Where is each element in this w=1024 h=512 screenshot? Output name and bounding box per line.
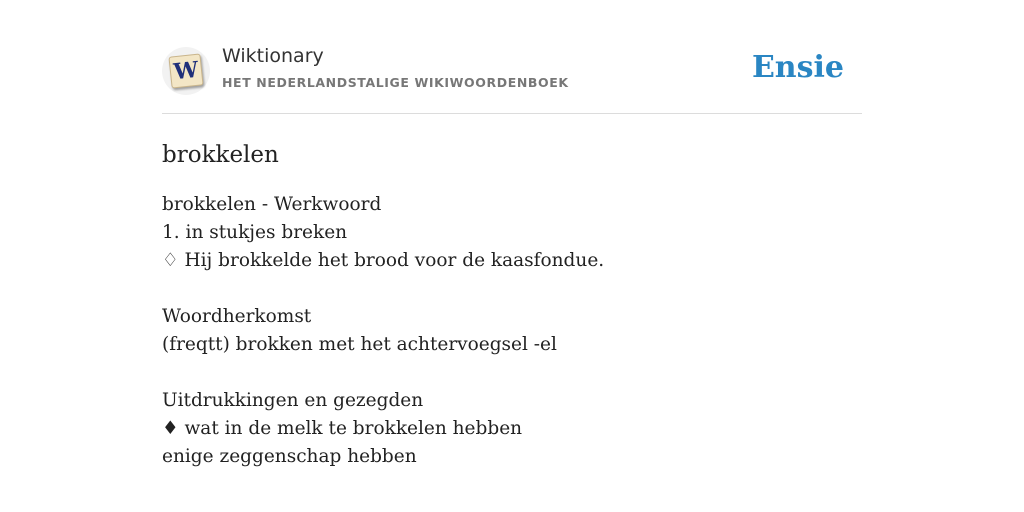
entry-content — [162, 191, 862, 471]
logo-tile: W — [168, 53, 203, 88]
content-card — [162, 40, 862, 471]
site-header — [162, 40, 862, 114]
entry-headword-line: brokkelen - Werkwoord — [162, 194, 382, 215]
entry-title: brokkelen — [162, 142, 279, 168]
ensie-brand-link[interactable]: Ensie — [751, 50, 844, 85]
site-subtitle: HET NEDERLANDSTALIGE WIKIWOORDENBOEK — [222, 75, 569, 90]
blank-line — [162, 275, 862, 303]
expression-line: ♦ wat in de melk te brokkelen hebben — [162, 418, 523, 439]
etymology-heading: Woordherkomst — [162, 306, 312, 327]
example-line: ♢ Hij brokkelde het brood voor de kaasfondue. — [162, 250, 605, 271]
etymology-text: (freqtt) brokken met het achtervoegsel -el — [162, 334, 557, 355]
site-title[interactable]: Wiktionary — [222, 45, 324, 67]
expressions-heading: Uitdrukkingen en gezegden — [162, 390, 424, 411]
definition-line: 1. in stukjes breken — [162, 222, 348, 243]
blank-line — [162, 359, 862, 387]
wiktionary-logo-icon[interactable] — [162, 47, 210, 95]
expression-meaning-line: enige zeggenschap hebben — [162, 446, 417, 467]
